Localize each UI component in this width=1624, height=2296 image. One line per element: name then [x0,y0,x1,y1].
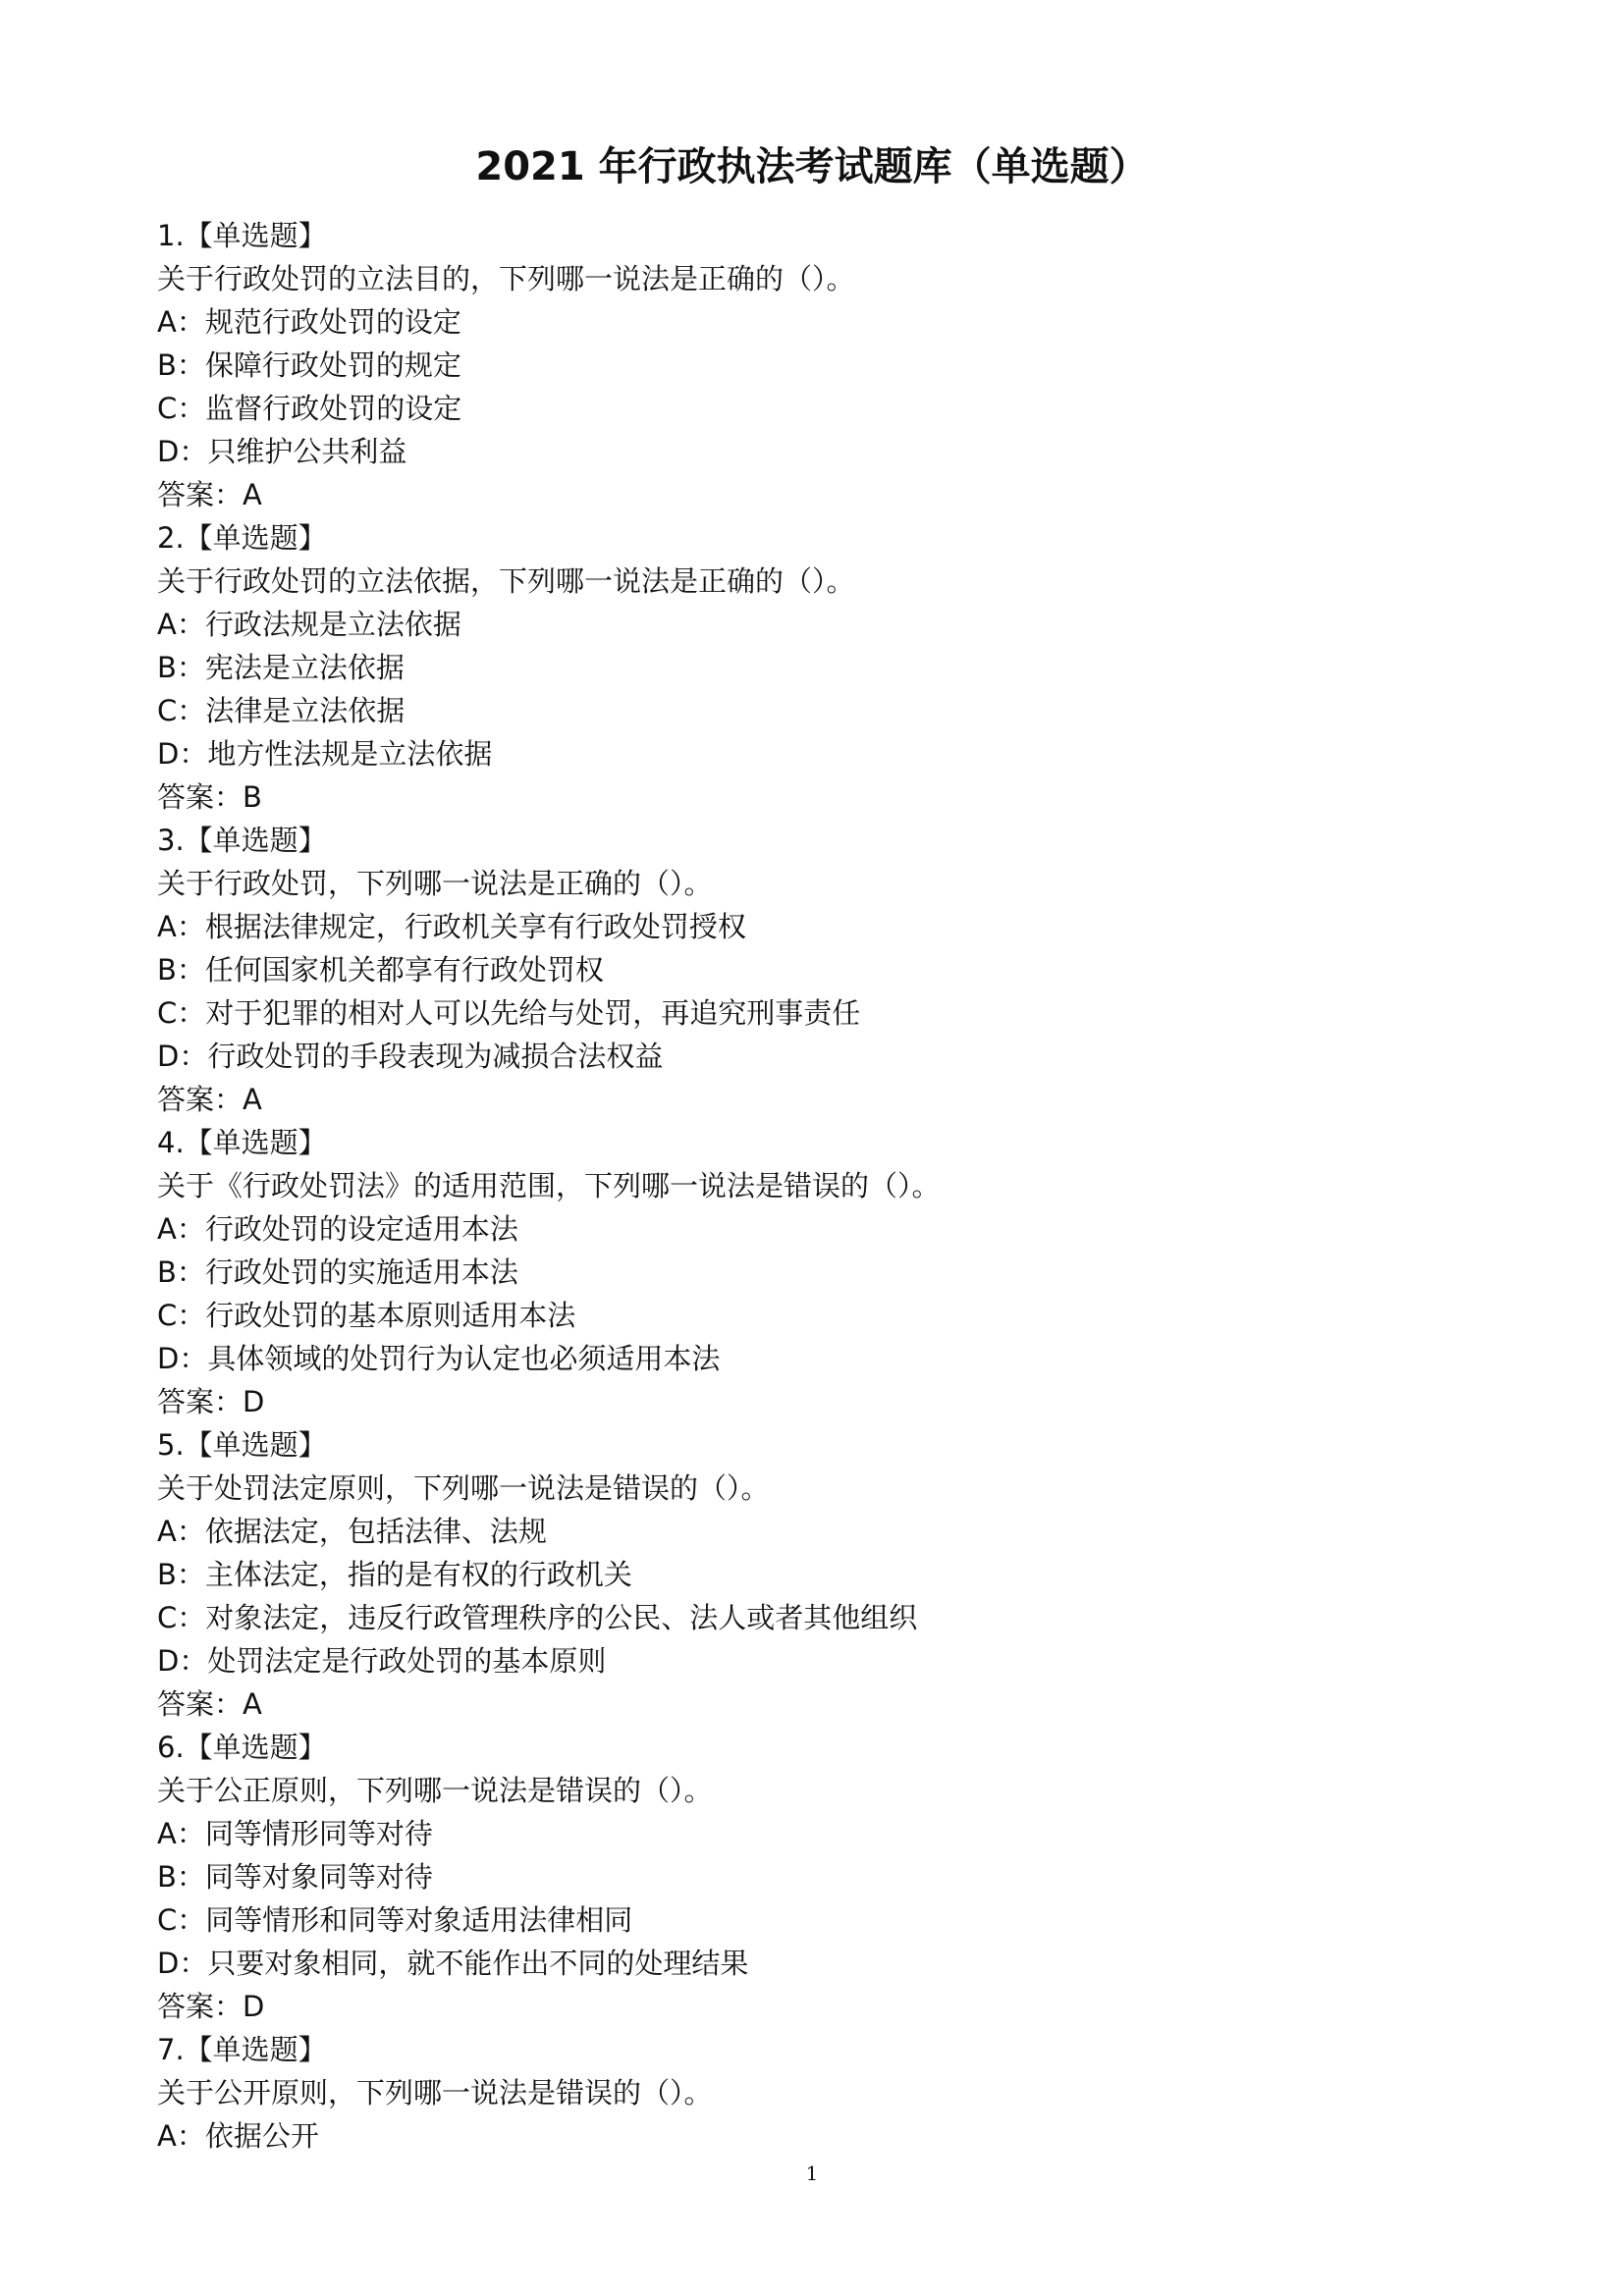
option-c: C：对于犯罪的相对人可以先给与处罚，再追究刑事责任 [157,996,861,1030]
option-a: A：行政法规是立法依据 [157,608,461,641]
option-d: D：只要对象相同，就不能作出不同的处理结果 [157,1947,749,1980]
answer: 答案：A [157,1083,262,1116]
question-header: 6.【单选题】 [157,1731,327,1764]
option-a: A：行政处罚的设定适用本法 [157,1212,518,1246]
question-stem: 关于行政处罚的立法目的，下列哪一说法是正确的（）。 [157,262,855,295]
option-c: C：同等情形和同等对象适用法律相同 [157,1903,633,1937]
option-d: D：行政处罚的手段表现为减损合法权益 [157,1040,664,1073]
option-b: B：宪法是立法依据 [157,651,405,684]
question-1 [157,214,1473,516]
option-b: B：主体法定，指的是有权的行政机关 [157,1558,632,1591]
question-stem: 关于行政处罚，下列哪一说法是正确的（）。 [157,867,713,900]
option-c: C：法律是立法依据 [157,694,406,727]
question-header: 3.【单选题】 [157,824,327,857]
question-5 [157,1423,1473,1726]
question-stem: 关于处罚法定原则，下列哪一说法是错误的（）。 [157,1471,770,1505]
answer: 答案：A [157,1687,262,1721]
question-stem: 关于行政处罚的立法依据，下列哪一说法是正确的（）。 [157,564,855,598]
question-header: 4.【单选题】 [157,1126,327,1159]
option-c: C：行政处罚的基本原则适用本法 [157,1299,576,1332]
option-b: B：同等对象同等对待 [157,1860,433,1894]
answer: 答案：D [157,1990,265,2023]
option-b: B：行政处罚的实施适用本法 [157,1255,518,1289]
question-list [157,214,1473,2158]
option-c: C：监督行政处罚的设定 [157,392,462,425]
question-header: 2.【单选题】 [157,521,327,555]
answer: 答案：D [157,1385,265,1418]
option-d: D：处罚法定是行政处罚的基本原则 [157,1644,607,1678]
option-d: D：具体领域的处罚行为认定也必须适用本法 [157,1342,721,1375]
question-header: 7.【单选题】 [157,2033,327,2066]
option-b: B：任何国家机关都享有行政处罚权 [157,953,604,987]
option-a: A：根据法律规定，行政机关享有行政处罚授权 [157,910,746,943]
question-4 [157,1121,1473,1423]
question-stem: 关于公正原则，下列哪一说法是错误的（）。 [157,1774,713,1807]
question-3 [157,819,1473,1121]
option-c: C：对象法定，违反行政管理秩序的公民、法人或者其他组织 [157,1601,918,1634]
option-b: B：保障行政处罚的规定 [157,348,461,382]
document-title: 2021 年行政执法考试题库（单选题） [475,144,1149,189]
question-header: 1.【单选题】 [157,219,327,252]
question-stem: 关于《行政处罚法》的适用范围，下列哪一说法是错误的（）。 [157,1169,941,1202]
page-number: 1 [805,2162,819,2185]
option-a: A：规范行政处罚的设定 [157,305,461,339]
option-a: A：同等情形同等对待 [157,1817,433,1850]
answer: 答案：B [157,780,262,814]
question-6 [157,1726,1473,2028]
question-stem: 关于公开原则，下列哪一说法是错误的（）。 [157,2076,713,2109]
option-a: A：依据法定，包括法律、法规 [157,1515,547,1548]
option-a: A：依据公开 [157,2119,319,2153]
question-header: 5.【单选题】 [157,1428,327,1462]
question-2 [157,516,1473,819]
option-d: D：只维护公共利益 [157,435,407,468]
option-d: D：地方性法规是立法依据 [157,737,493,771]
answer: 答案：A [157,478,262,511]
question-7 [157,2028,1473,2158]
